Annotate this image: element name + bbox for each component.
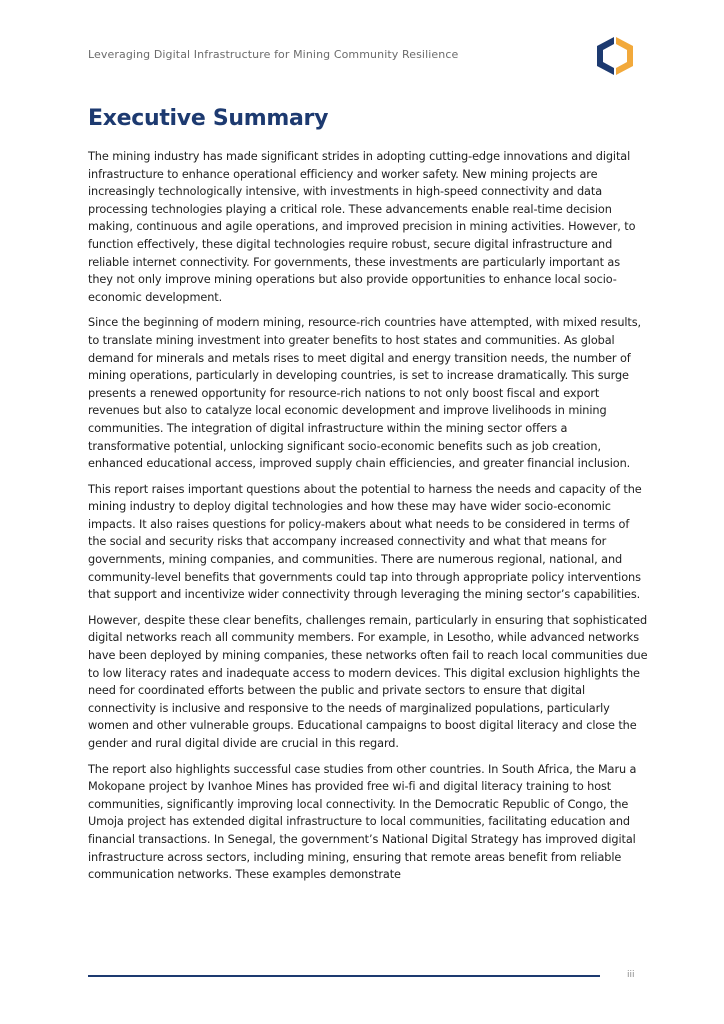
- page-number: iii: [627, 970, 635, 980]
- paragraph: However, despite these clear benefits, challenges remain, particularly in ensuring that sophisticated digital networks reach all community members. For example, in Lesotho, while advanced networks have been deployed by mining companies, these networks often fail to reach local communities due to low literacy rates and inadequate access to modern devices. This digital exclusion highlights the need for coordinated efforts between the public and private sectors to ensure that digital connectivity is inclusive and responsive to the needs of marginalized populations, particularly women and other vulnerable groups. Educational campaigns to boost digital literacy and close the gender and rural digital divide are crucial in this regard.: [88, 613, 648, 750]
- logo-navy-shape: [597, 37, 614, 75]
- paragraph: Since the beginning of modern mining, resource-rich countries have attempted, with mixed results, to translate mining investment into greater benefits to host states and communities. As global demand for minerals and metals rises to meet digital and energy transition needs, the number of mining operations, particularly in developing countries, is set to increase dramatically. This surge presents a renewed opportunity for resource-rich nations to not only boost fiscal and export revenues but also to catalyze local economic development and improve livelihoods in mining communities. The integration of digital infrastructure within the mining sector offers a transformative potential, unlocking significant socio-economic benefits such as job creation, enhanced educational access, improved supply chain efficiencies, and greater financial inclusion.: [88, 316, 642, 471]
- paragraph: This report raises important questions about the potential to harness the needs and capacity of the mining industry to deploy digital technologies and how these may have wider socio-economic impacts. It also raises questions for policy-makers about what needs to be considered in terms of the social and security risks that accompany increased connectivity and what that means for governments, mining companies, and communities. There are numerous regional, national, and community-level benefits that governments could tap into through appropriate policy interventions that support and incentivize wider connectivity through leveraging the mining sector’s capabilities.: [88, 482, 642, 602]
- hexagon-logo-icon: [590, 34, 640, 78]
- running-header: Leveraging Digital Infrastructure for Mining Community Resilience: [88, 48, 459, 61]
- paragraph: The report also highlights successful case studies from other countries. In South Africa, the Maru a Mokopane project by Ivanhoe Mines has provided free wi-fi and digital literacy training to host communities, significantly improving local connectivity. In the Democratic Republic of Congo, the Umoja project has extended digital infrastructure to local communities, facilitating education and financial transactions. In Senegal, the government’s National Digital Strategy has improved digital infrastructure across sectors, including mining, ensuring that remote areas benefit from reliable communication networks. These examples demonstrate: [88, 762, 637, 882]
- paragraph: The mining industry has made significant strides in adopting cutting-edge innovations and digital infrastructure to enhance operational efficiency and worker safety. New mining projects are increasingly technologically intensive, with investments in high-speed connectivity and data processing technologies playing a critical role. These advancements enable real-time decision making, continuous and agile operations, and improved precision in mining activities. However, to function effectively, these digital technologies require robust, secure digital infrastructure and reliable internet connectivity. For governments, these investments are particularly important as they not only improve mining operations but also provide opportunities to enhance local socio-economic development.: [88, 150, 636, 304]
- body-text: [88, 148, 648, 892]
- footer-rule: [88, 975, 600, 977]
- page-title: Executive Summary: [88, 106, 329, 131]
- logo-gold-shape: [616, 37, 633, 75]
